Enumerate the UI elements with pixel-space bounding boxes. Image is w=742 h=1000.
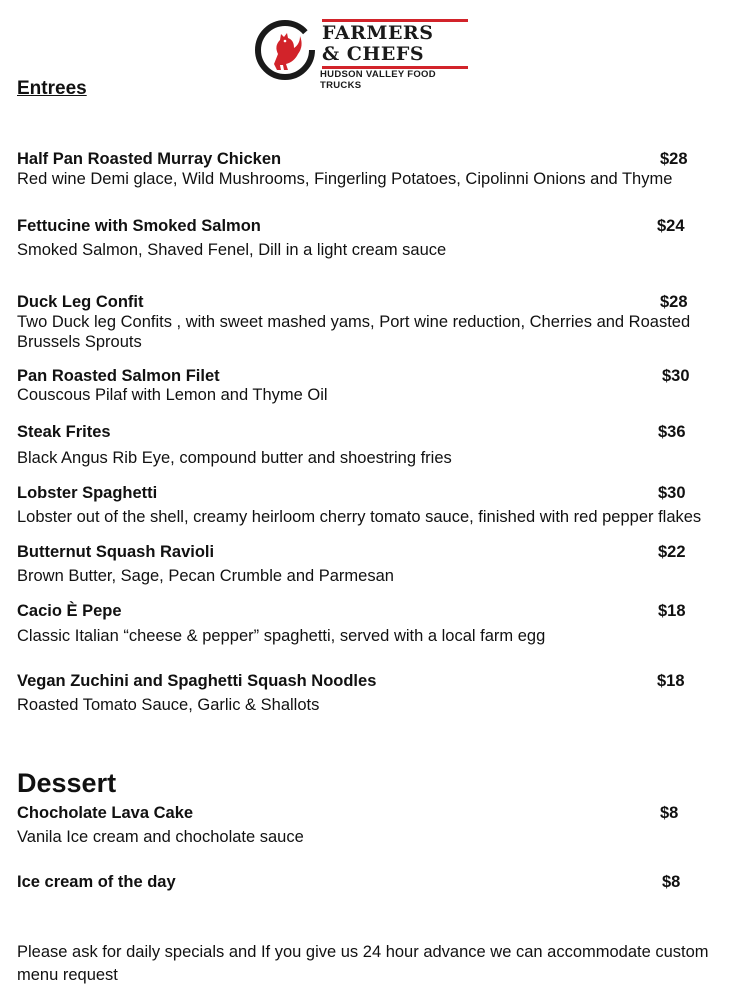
item-price: $30 xyxy=(662,367,690,385)
item-price: $18 xyxy=(657,672,685,690)
item-description: Two Duck leg Confits , with sweet mashed yams, Port wine reduction, Cherries and Roasted Brussels Sprouts xyxy=(17,313,691,351)
entrees-heading: Entrees xyxy=(17,78,87,99)
item-description: Vanila Ice cream and chocholate sauce xyxy=(17,828,304,846)
item-name: Cacio È Pepe xyxy=(17,602,122,620)
item-name: Chocholate Lava Cake xyxy=(17,804,194,822)
item-price: $36 xyxy=(658,423,686,441)
item-description: Roasted Tomato Sauce, Garlic & Shallots xyxy=(17,696,320,714)
item-name: Butternut Squash Ravioli xyxy=(17,543,215,561)
item-description: Lobster out of the shell, creamy heirloom cherry tomato sauce, finished with red pepper flakes xyxy=(17,508,702,526)
item-name: Ice cream of the day xyxy=(17,873,176,891)
item-price: $30 xyxy=(658,484,686,502)
item-description: Classic Italian “cheese & pepper” spaghetti, served with a local farm egg xyxy=(17,627,546,645)
item-price: $8 xyxy=(660,804,679,822)
farmers-and-chefs-logo xyxy=(254,16,476,91)
item-name: Duck Leg Confit xyxy=(17,293,144,311)
item-description: Brown Butter, Sage, Pecan Crumble and Parmesan xyxy=(17,567,394,585)
item-name: Lobster Spaghetti xyxy=(17,484,158,502)
item-name: Pan Roasted Salmon Filet xyxy=(17,367,220,385)
item-description: Couscous Pilaf with Lemon and Thyme Oil xyxy=(17,386,328,404)
item-name: Fettucine with Smoked Salmon xyxy=(17,217,261,235)
item-price: $28 xyxy=(660,293,688,311)
dessert-heading: Dessert xyxy=(17,768,117,798)
item-name: Steak Frites xyxy=(17,423,111,441)
item-name: Half Pan Roasted Murray Chicken xyxy=(17,150,282,168)
logo-line-2: & CHEFS xyxy=(322,43,425,65)
item-description: Red wine Demi glace, Wild Mushrooms, Fingerling Potatoes, Cipolinni Onions and Thyme xyxy=(17,170,673,188)
item-price: $8 xyxy=(662,873,681,891)
rooster-icon xyxy=(254,20,316,80)
item-description: Black Angus Rib Eye, compound butter and shoestring fries xyxy=(17,449,452,467)
item-description: Smoked Salmon, Shaved Fenel, Dill in a light cream sauce xyxy=(17,241,447,259)
item-price: $22 xyxy=(658,543,686,561)
logo-line-1: FARMERS xyxy=(322,22,434,44)
item-name: Vegan Zuchini and Spaghetti Squash Noodles xyxy=(17,672,377,690)
logo-subtitle: HUDSON VALLEY FOOD TRUCKS xyxy=(320,69,436,91)
item-price: $24 xyxy=(657,217,685,235)
item-price: $28 xyxy=(660,150,688,168)
item-price: $18 xyxy=(658,602,686,620)
specials-note: Please ask for daily specials and If you give us 24 hour advance we can accommodate custom menu request xyxy=(17,943,709,984)
